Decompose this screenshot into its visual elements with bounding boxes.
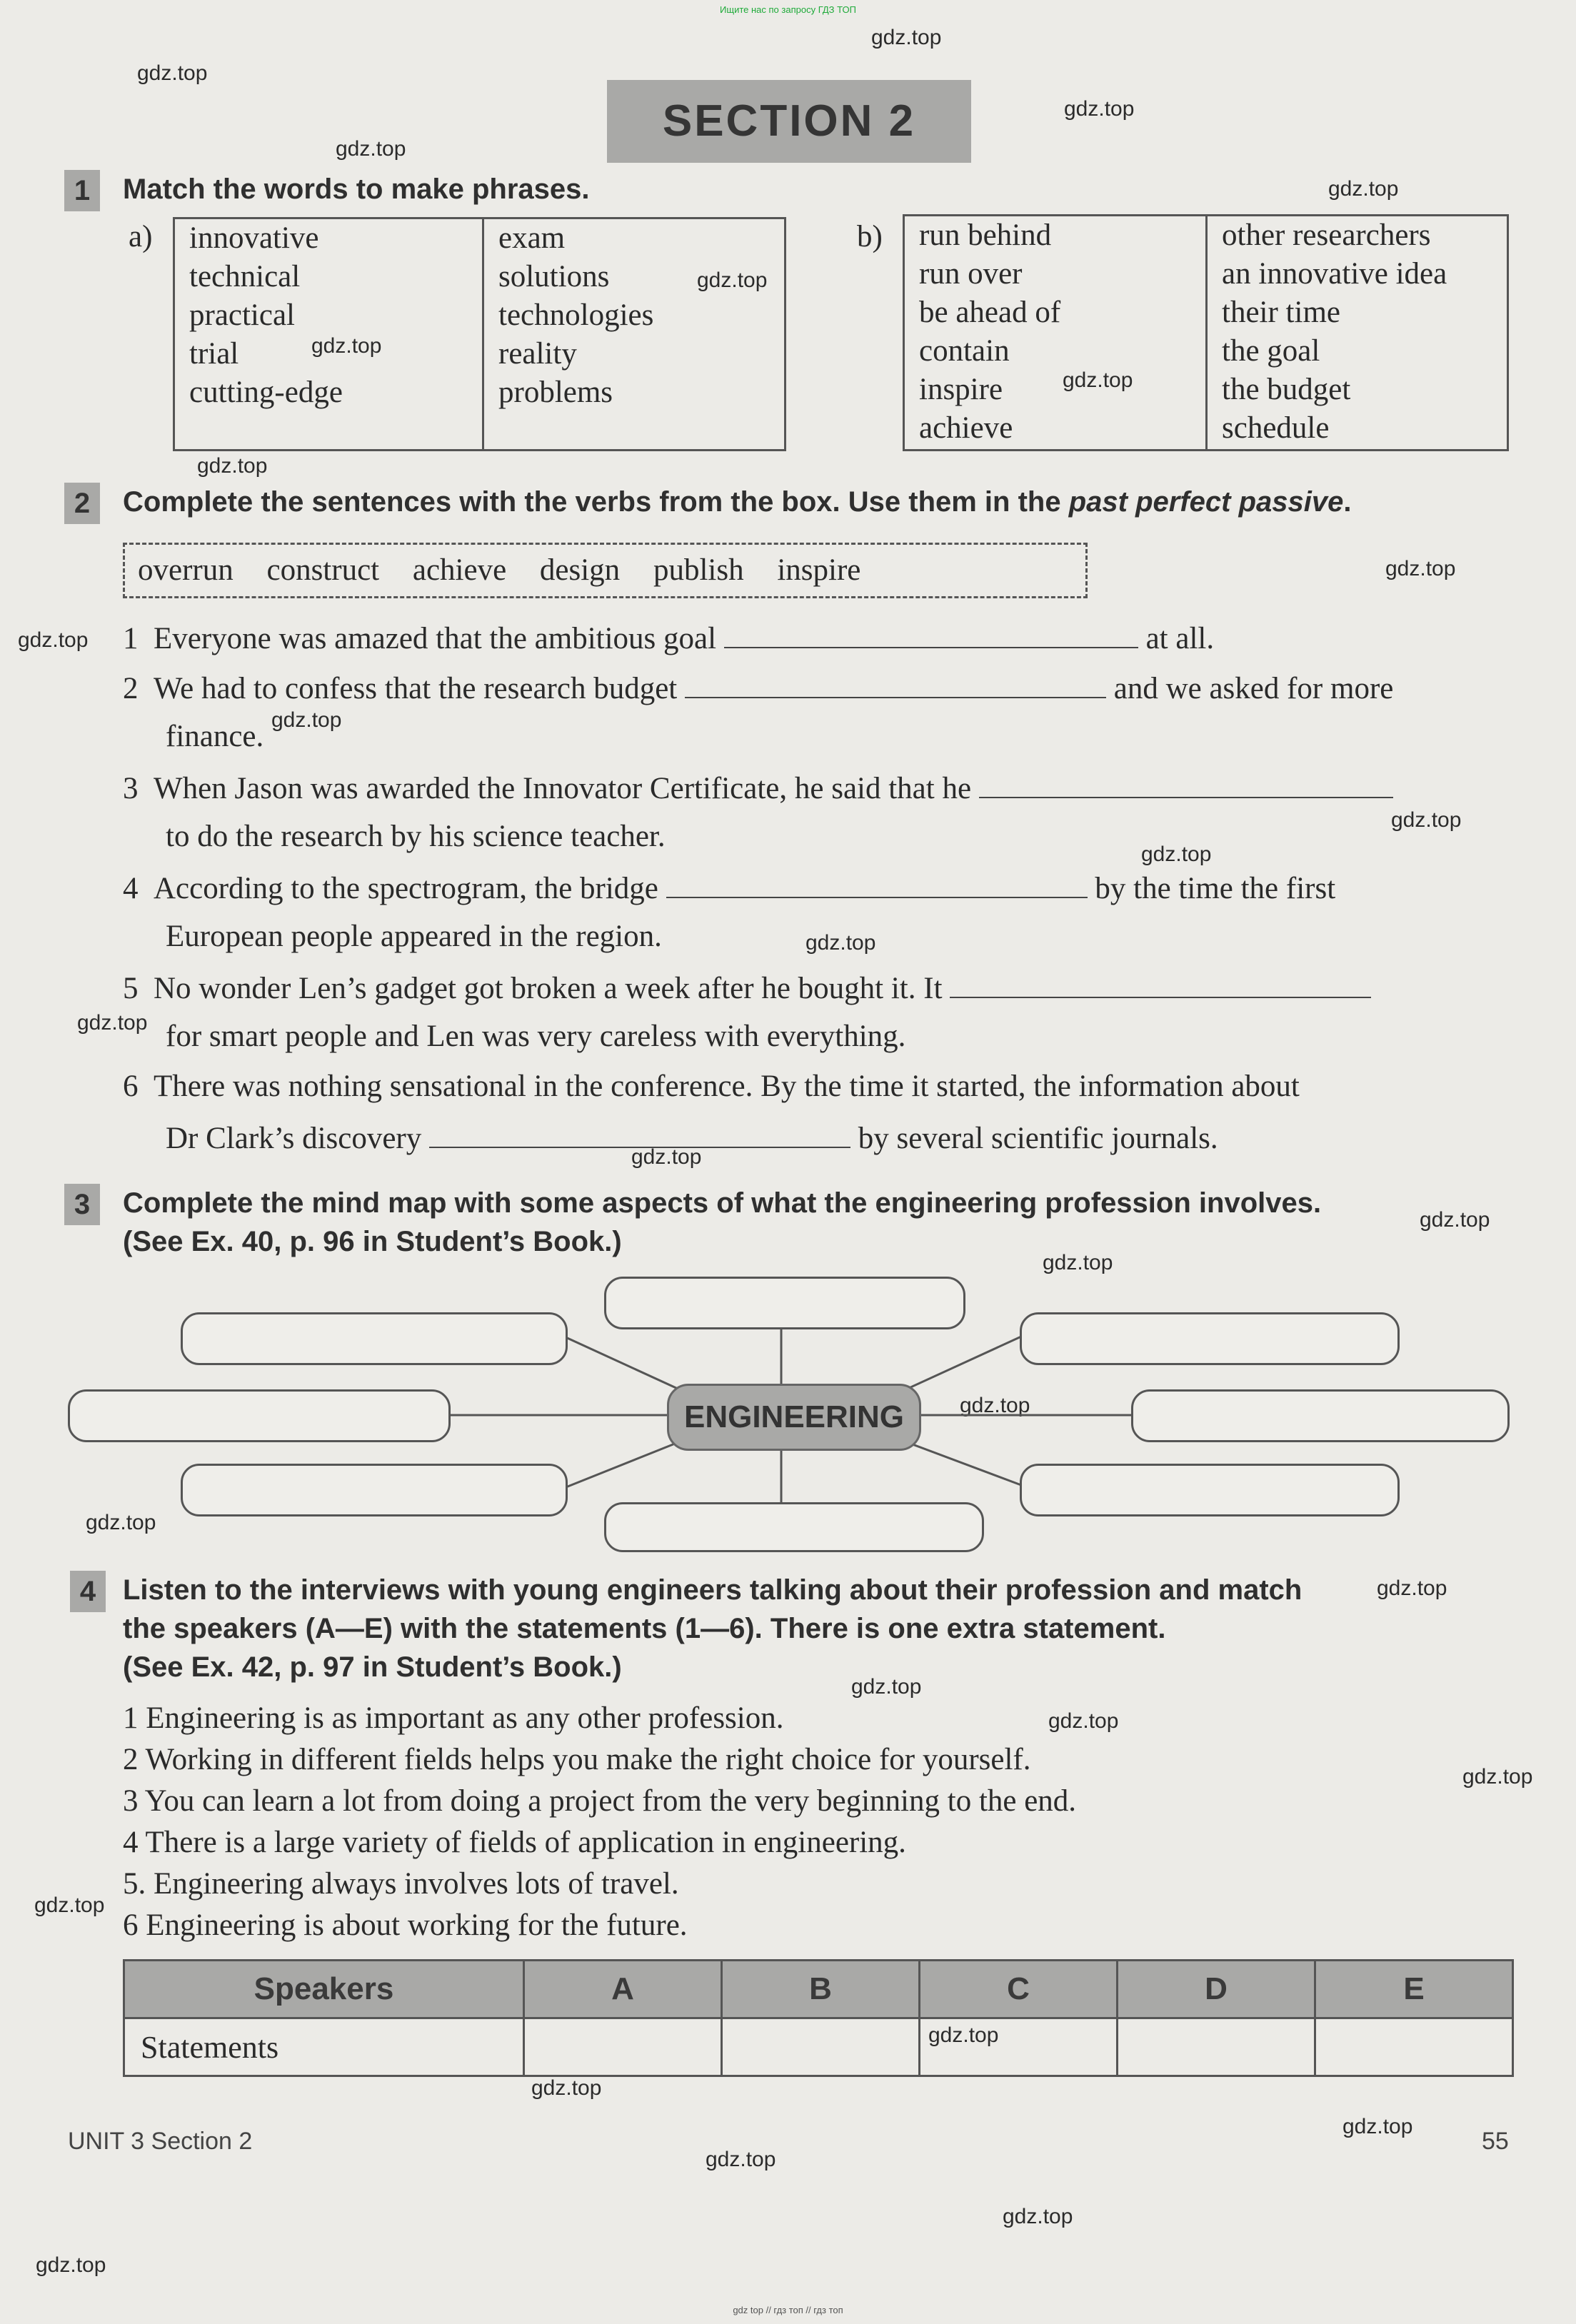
exercise-4-number: 4 [70, 1571, 106, 1612]
word-cell: inspire [919, 373, 1003, 406]
answer-cell[interactable] [1315, 2018, 1513, 2076]
sentence-3: 3 When Jason was awarded the Innovator Certificate, he said that he [123, 768, 1393, 808]
table-header-letter: D [1118, 1961, 1315, 2018]
watermark: gdz.top [36, 2253, 106, 2277]
sentence-2-cont: finance. [166, 720, 264, 753]
mind-map-box-lower-left[interactable] [181, 1464, 568, 1516]
top-note: Ищите нас по запросу ГДЗ ТОП [720, 4, 856, 15]
watermark: gdz.top [137, 61, 208, 85]
watermark: gdz.top [706, 2148, 776, 2171]
watermark: gdz.top [1462, 1765, 1533, 1789]
watermark: gdz.top [336, 137, 406, 161]
watermark: gdz.top [1064, 97, 1135, 121]
watermark: gdz.top [271, 708, 342, 732]
sentence-5-cont: for smart people and Len was very careless with everything. [166, 1020, 906, 1053]
list-item: 4 There is a large variety of fields of application in engineering. [123, 1826, 906, 1859]
word-cell: the goal [1222, 334, 1320, 368]
sentence-3-cont: to do the research by his science teacher. [166, 820, 666, 853]
word-cell: other researchers [1222, 218, 1431, 252]
answer-cell[interactable] [524, 2018, 722, 2076]
word-cell: solutions [498, 260, 610, 293]
table-header-letter: C [920, 1961, 1118, 2018]
watermark: gdz.top [18, 628, 89, 652]
watermark: gdz.top [805, 931, 876, 955]
watermark: gdz.top [1391, 808, 1462, 832]
word-cell: run behind [919, 218, 1052, 252]
part-b-label: b) [857, 220, 883, 253]
part-a-label: a) [129, 220, 153, 253]
word-cell: reality [498, 337, 577, 371]
speakers-table [123, 1959, 1514, 2077]
exercise-4-heading: Listen to the interviews with young engineers talking about their profession and match the speakers (A—E) with the statements (1—6). There is one extra statement. (See Ex. 42, p. 97 in Student’s Book.) [123, 1574, 1303, 1683]
exercise-1-heading: Match the words to make phrases. [123, 173, 590, 205]
watermark: gdz.top [697, 268, 768, 292]
mind-map-box-top[interactable] [604, 1277, 965, 1329]
word-cell: problems [498, 376, 613, 409]
exercise-3-number: 3 [64, 1184, 100, 1225]
watermark: gdz.top [1420, 1208, 1490, 1232]
list-item: 1 Engineering is as important as any other profession. [123, 1701, 784, 1735]
exercise-1-number: 1 [64, 170, 100, 211]
watermark: gdz.top [1342, 2115, 1413, 2138]
word-cell: practical [189, 298, 296, 332]
word-cell: run over [919, 257, 1023, 291]
word-cell: technical [189, 260, 301, 293]
watermark: gdz.top [77, 1011, 148, 1035]
word-cell: trial [189, 337, 239, 371]
list-item: 2 Working in different fields helps you make the right choice for yourself. [123, 1743, 1031, 1776]
exercise-2-heading: Complete the sentences with the verbs from the box. Use them in the past perfect passive. [123, 486, 1352, 518]
watermark: gdz.top [1063, 368, 1133, 392]
watermark: gdz.top [34, 1893, 105, 1917]
watermark: gdz.top [1328, 177, 1399, 201]
table-label-statements: Statements [124, 2018, 524, 2076]
sentence-4: 4 According to the spectrogram, the bridge by the time the first [123, 868, 1335, 907]
word-box-item: achieve [412, 553, 507, 587]
table-row [124, 2018, 1513, 2076]
watermark: gdz.top [1385, 557, 1456, 580]
mind-map-center: ENGINEERING [667, 1384, 921, 1451]
mind-map-box-lower-right[interactable] [1020, 1464, 1400, 1516]
word-cell: technologies [498, 298, 654, 332]
word-cell: be ahead of [919, 296, 1061, 329]
sentence-2: 2 We had to confess that the research budget and we asked for more [123, 668, 1393, 708]
sentence-4-cont: European people appeared in the region. [166, 920, 662, 953]
watermark: gdz.top [1141, 842, 1212, 866]
exercise-3-heading: Complete the mind map with some aspects of what the engineering profession involves. (See Ex. 40, p. 96 in Student’s Book.) [123, 1187, 1322, 1257]
watermark: gdz.top [197, 454, 268, 478]
watermark: gdz.top [851, 1675, 922, 1699]
word-box-item: inspire [777, 553, 861, 587]
watermark: gdz.top [1048, 1709, 1119, 1733]
mind-map-box-left[interactable] [68, 1389, 451, 1442]
sentence-6-cont: Dr Clark’s discovery by several scientific journals. [166, 1118, 1218, 1157]
word-box-item: publish [653, 553, 744, 587]
section-title: SECTION 2 [607, 80, 971, 163]
exercise-2-number: 2 [64, 483, 100, 524]
word-cell: an innovative idea [1222, 257, 1447, 291]
word-cell: innovative [189, 221, 319, 255]
answer-cell[interactable] [920, 2018, 1118, 2076]
answer-cell[interactable] [1118, 2018, 1315, 2076]
watermark: gdz.top [86, 1511, 156, 1534]
sentence-5: 5 No wonder Len’s gadget got broken a week after he bought it. It [123, 968, 1371, 1007]
watermark: gdz.top [531, 2076, 602, 2100]
mind-map-box-right[interactable] [1131, 1389, 1510, 1442]
table-header-speakers: Speakers [124, 1961, 524, 2018]
statement-list [123, 1698, 1076, 1946]
word-cell: exam [498, 221, 566, 255]
word-box-item: construct [266, 553, 380, 587]
watermark: gdz.top [1003, 2205, 1073, 2228]
word-cell: the budget [1222, 373, 1351, 406]
word-cell: their time [1222, 296, 1340, 329]
word-cell: contain [919, 334, 1010, 368]
watermark: gdz.top [311, 334, 382, 358]
list-item: 5. Engineering always involves lots of travel. [123, 1867, 679, 1901]
table-header-letter: A [524, 1961, 722, 2018]
table-header-letter: E [1315, 1961, 1513, 2018]
list-item: 6 Engineering is about working for the future. [123, 1908, 688, 1942]
watermark: gdz.top [631, 1145, 702, 1169]
mind-map-box-bottom[interactable] [604, 1502, 984, 1552]
word-box-item: design [539, 553, 621, 587]
watermark: gdz.top [1043, 1251, 1113, 1274]
sentence-6: 6 There was nothing sensational in the conference. By the time it started, the information about [123, 1070, 1300, 1103]
word-box-item: overrun [138, 553, 234, 587]
word-cell: schedule [1222, 411, 1330, 445]
watermark: gdz.top [960, 1394, 1030, 1417]
footer-unit: UNIT 3 Section 2 [68, 2128, 253, 2155]
word-cell: cutting-edge [189, 376, 343, 409]
page-number: 55 [1482, 2128, 1509, 2155]
list-item: 3 You can learn a lot from doing a project from the very beginning to the end. [123, 1784, 1077, 1818]
word-cell: achieve [919, 411, 1013, 445]
sentence-1: 1 Everyone was amazed that the ambitious goal at all. [123, 618, 1214, 658]
mind-map-box-upper-right[interactable] [1020, 1312, 1400, 1365]
answer-cell[interactable] [722, 2018, 920, 2076]
watermark: gdz.top [871, 26, 942, 49]
table-header-letter: B [722, 1961, 920, 2018]
watermark: gdz.top [1377, 1576, 1447, 1600]
watermark: gdz.top [928, 2023, 999, 2047]
mind-map-box-upper-left[interactable] [181, 1312, 568, 1365]
table-row [124, 1961, 1513, 2018]
bottom-note: gdz top // гдз топ // гдз топ [733, 2305, 843, 2315]
